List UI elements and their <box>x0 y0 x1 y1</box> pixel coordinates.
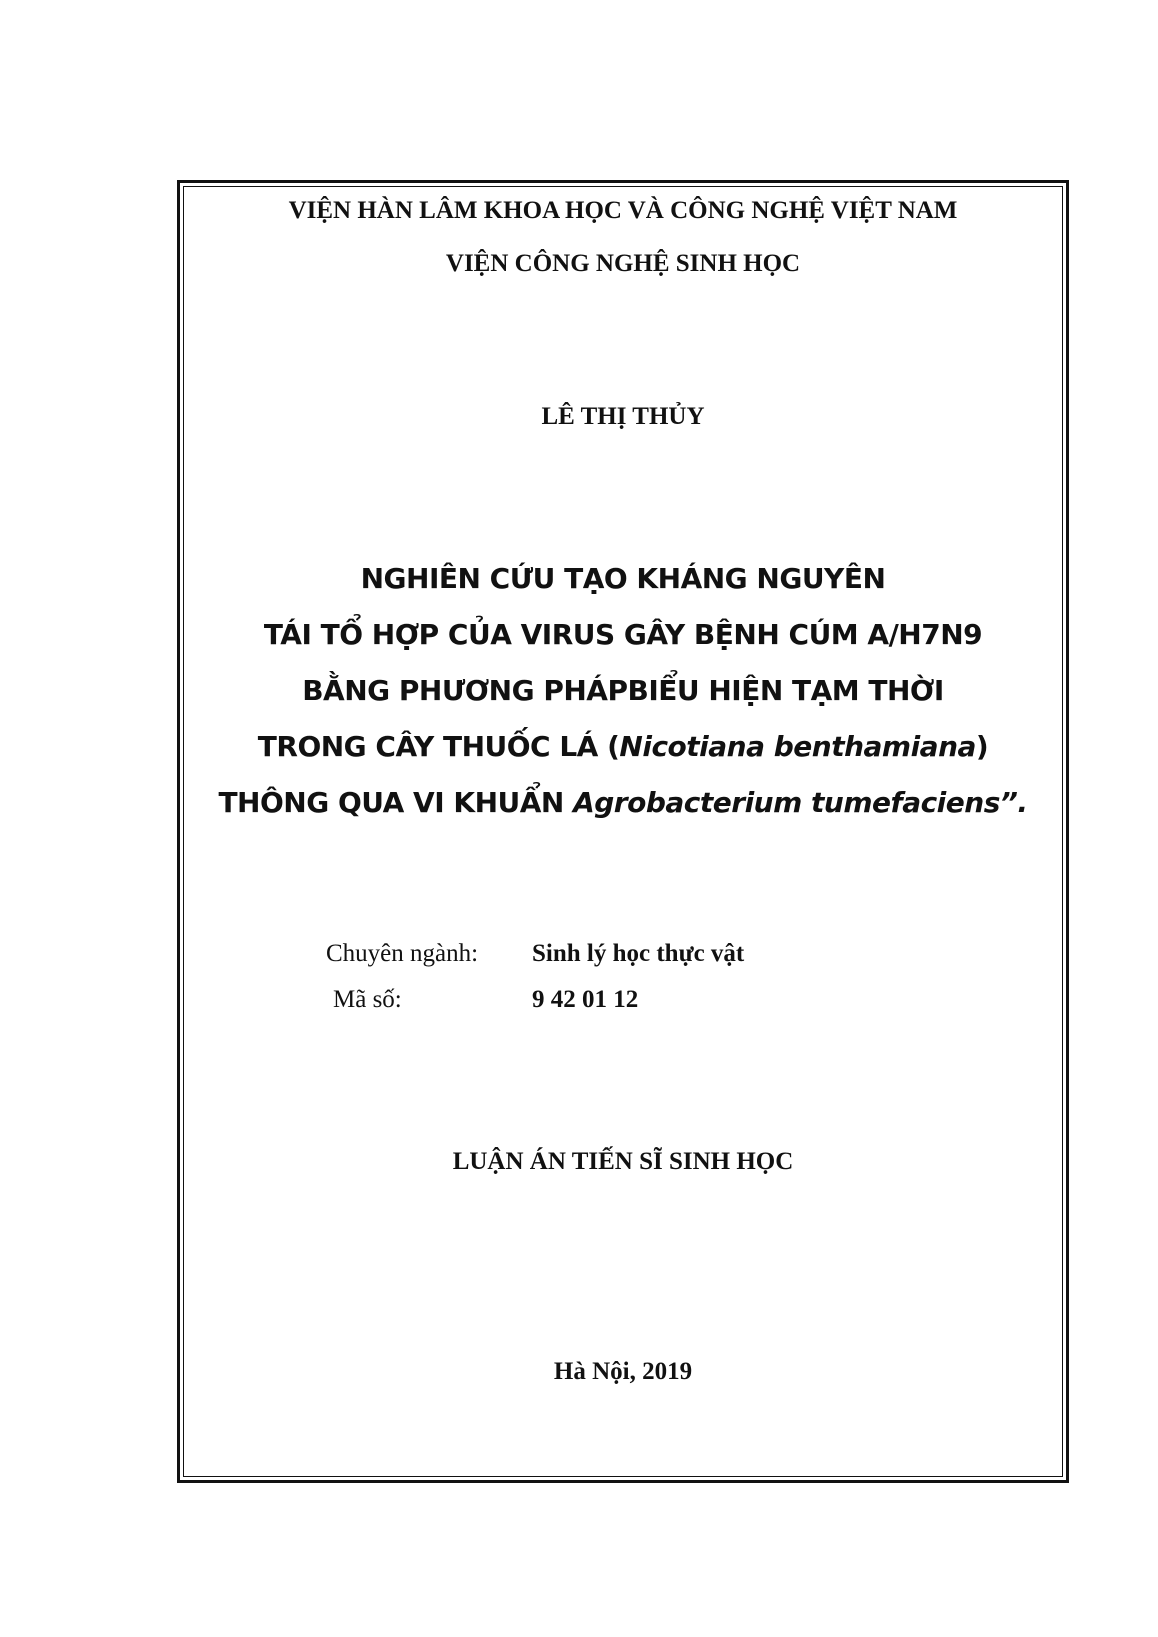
thesis-title-line-4 <box>177 730 1069 763</box>
thesis-title-line-5 <box>177 786 1069 819</box>
degree-title: LUẬN ÁN TIẾN SĨ SINH HỌC <box>452 1148 794 1175</box>
code-value: 9 42 01 12 <box>532 986 639 1013</box>
species-name-agrobacterium: Agrobacterium tumefaciens”. <box>573 786 1028 819</box>
institute-name: VIỆN CÔNG NGHỆ SINH HỌC <box>445 250 801 277</box>
author-name: LÊ THỊ THỦY <box>541 403 705 430</box>
thesis-title-line-2: TÁI TỔ HỢP CỦA VIRUS GÂY BỆNH CÚM A/H7N9 <box>263 618 983 651</box>
species-name-nicotiana: Nicotiana benthamiana <box>619 730 976 763</box>
major-value: Sinh lý học thực vật <box>532 940 745 967</box>
place-and-year: Hà Nội, 2019 <box>553 1358 693 1385</box>
major-label: Chuyên ngành: <box>326 940 479 967</box>
title-line-4-prefix: TRONG CÂY THUỐC LÁ ( <box>257 730 620 763</box>
thesis-title-line-3: BẰNG PHƯƠNG PHÁPBIỂU HIỆN TẠM THỜI <box>302 674 944 707</box>
title-line-4-suffix: ) <box>975 730 989 763</box>
thesis-title-line-1: NGHIÊN CỨU TẠO KHÁNG NGUYÊN <box>360 562 886 595</box>
code-label: Mã số: <box>333 986 402 1013</box>
title-line-5-prefix: THÔNG QUA VI KHUẨN <box>218 786 574 819</box>
page-border-inner <box>183 186 1063 1477</box>
academy-name: VIỆN HÀN LÂM KHOA HỌC VÀ CÔNG NGHỆ VIỆT NAM <box>288 197 958 224</box>
